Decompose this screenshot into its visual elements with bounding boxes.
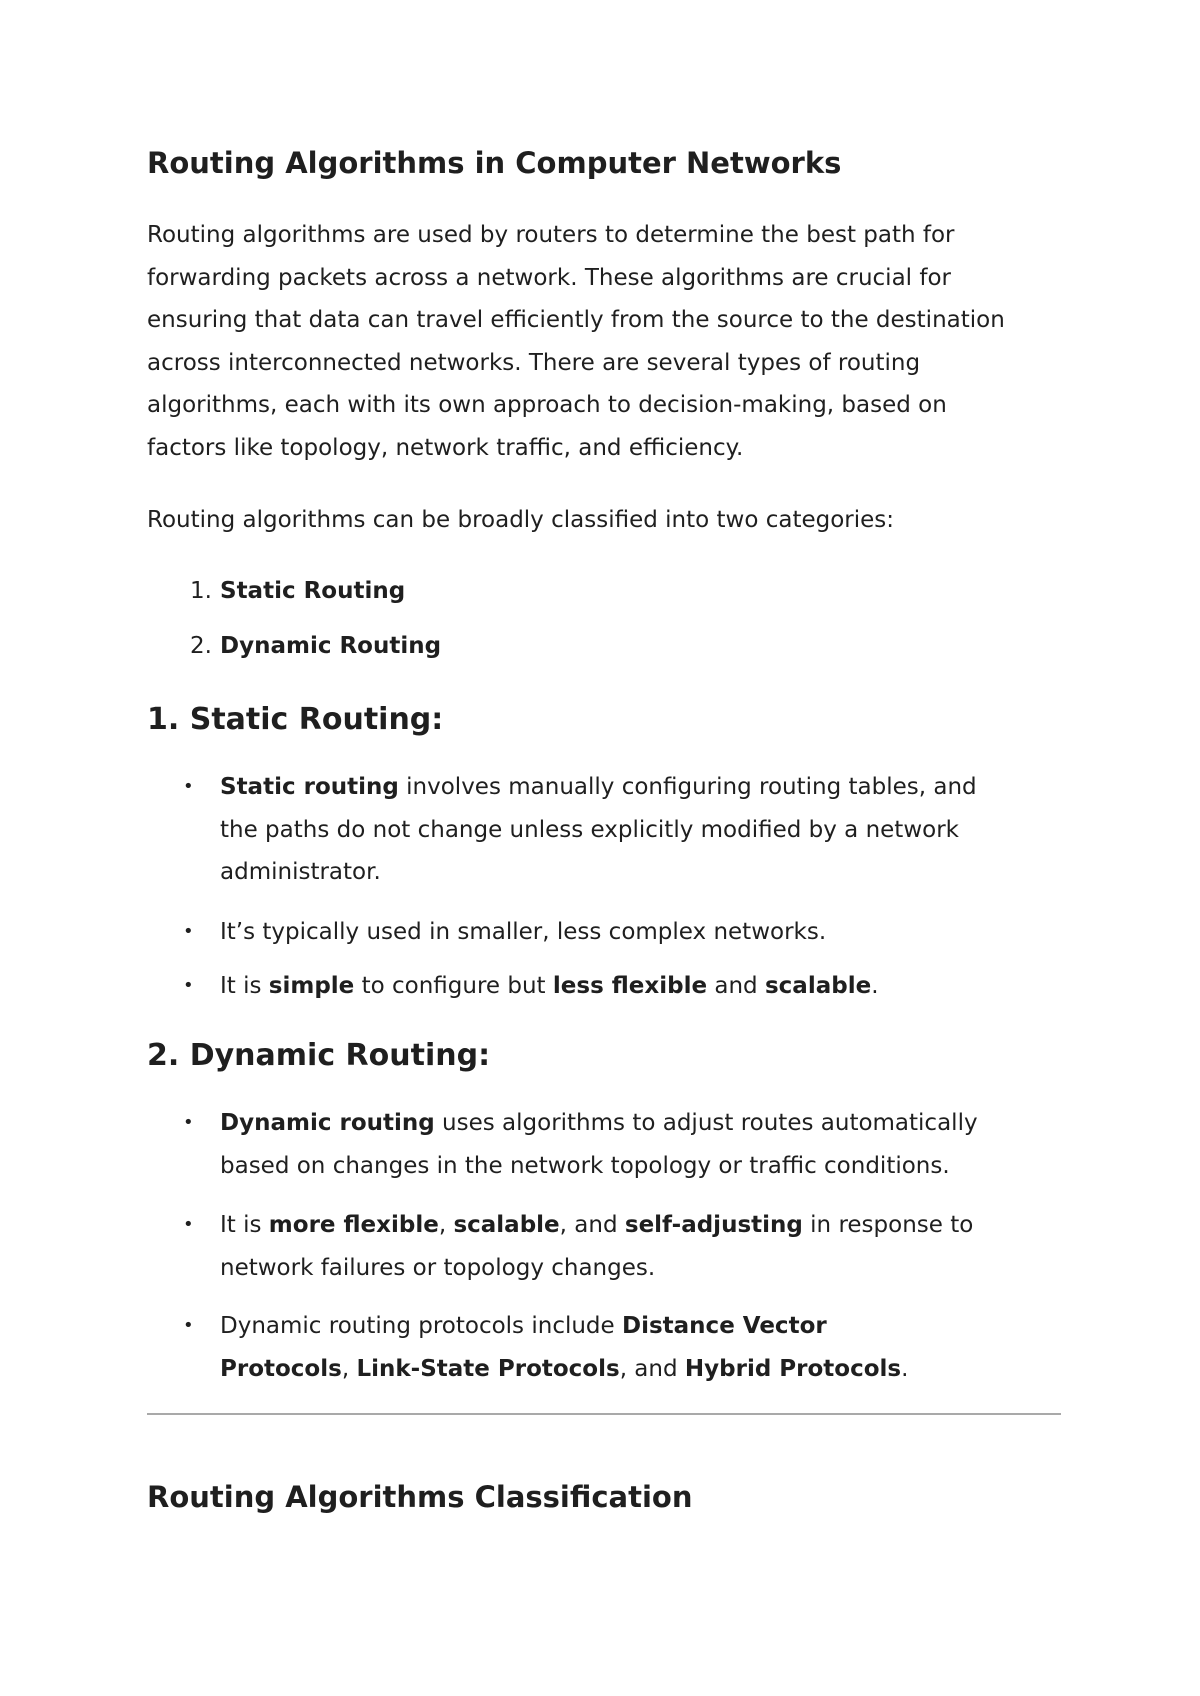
bold-term: scalable <box>453 1212 560 1238</box>
bullet-text: in response to <box>802 1212 974 1238</box>
bold-term: more flexible <box>268 1212 439 1238</box>
bullet-text: It’s typically used in smaller, less complex networks. <box>220 919 827 945</box>
bullet-text: It is <box>220 1212 269 1238</box>
category-item-dynamic <box>147 626 441 666</box>
category-item-static <box>147 571 405 611</box>
intro-line: across interconnected networks. There are several types of routing <box>147 349 921 376</box>
bullet-text: , <box>341 1355 357 1382</box>
bold-term: simple <box>268 973 355 999</box>
bullet-text: network failures or topology changes. <box>220 1254 656 1281</box>
bullet-text: based on changes in the network topology or traffic conditions. <box>220 1152 950 1179</box>
bullet-marker: • <box>183 1214 194 1235</box>
bold-term: Hybrid Protocols <box>684 1355 902 1382</box>
bold-term: self-adjusting <box>624 1212 803 1238</box>
bold-term: Static routing <box>220 774 399 800</box>
intro-line: algorithms, each with its own approach to decision-making, based on <box>147 392 947 418</box>
bullet-text: the paths do not change unless explicitly modified by a network <box>220 816 959 843</box>
categories-intro: Routing algorithms can be broadly classified into two categories: <box>147 507 895 533</box>
bullet-text: involves manually configuring routing tables, and <box>398 774 977 800</box>
bullet-text: . <box>871 973 879 999</box>
intro-line: ensuring that data can travel efficiently from the source to the destination <box>147 307 1005 333</box>
intro-line: forwarding packets across a network. These algorithms are crucial for <box>147 264 951 291</box>
bullet-marker: • <box>183 776 194 797</box>
bullet-text: , and <box>559 1212 625 1238</box>
bullet-marker: • <box>183 1315 194 1336</box>
intro-paragraph <box>147 214 1077 469</box>
bullet-marker: • <box>183 975 194 996</box>
bold-term: Protocols <box>220 1355 342 1382</box>
bold-term: scalable <box>764 973 872 999</box>
bullet-marker: • <box>183 1112 194 1133</box>
intro-line: factors like topology, network traffic, and efficiency. <box>147 434 744 461</box>
dynamic-routing-heading: 2. Dynamic Routing: <box>147 1038 491 1073</box>
bullet-text: to configure but <box>354 973 553 999</box>
horizontal-divider <box>147 1413 1061 1415</box>
page-title: Routing Algorithms in Computer Networks <box>147 146 842 180</box>
bullet-text: , <box>438 1212 454 1238</box>
bullet-text: uses algorithms to adjust routes automatically <box>434 1110 978 1136</box>
bold-term: less flexible <box>552 973 708 999</box>
bold-term: Link-State Protocols <box>356 1355 620 1382</box>
classification-heading: Routing Algorithms Classification <box>147 1480 693 1514</box>
bullet-text: . <box>901 1355 909 1382</box>
intro-line: Routing algorithms are used by routers to determine the best path for <box>147 222 955 248</box>
list-number: 1. <box>190 578 212 604</box>
bold-term: Dynamic routing <box>220 1110 435 1136</box>
bullet-text: Dynamic routing protocols include <box>220 1313 622 1339</box>
category-label: Dynamic Routing <box>220 633 442 659</box>
list-number: 2. <box>190 633 212 659</box>
static-routing-heading: 1. Static Routing: <box>147 702 444 737</box>
bullet-text: It is <box>220 973 269 999</box>
bullet-text: administrator. <box>220 859 381 885</box>
bullet-text: and <box>707 973 765 999</box>
bold-term: Distance Vector <box>622 1313 827 1339</box>
category-label: Static Routing <box>220 578 406 604</box>
bullet-marker: • <box>183 921 194 942</box>
bullet-text: , and <box>619 1355 685 1382</box>
